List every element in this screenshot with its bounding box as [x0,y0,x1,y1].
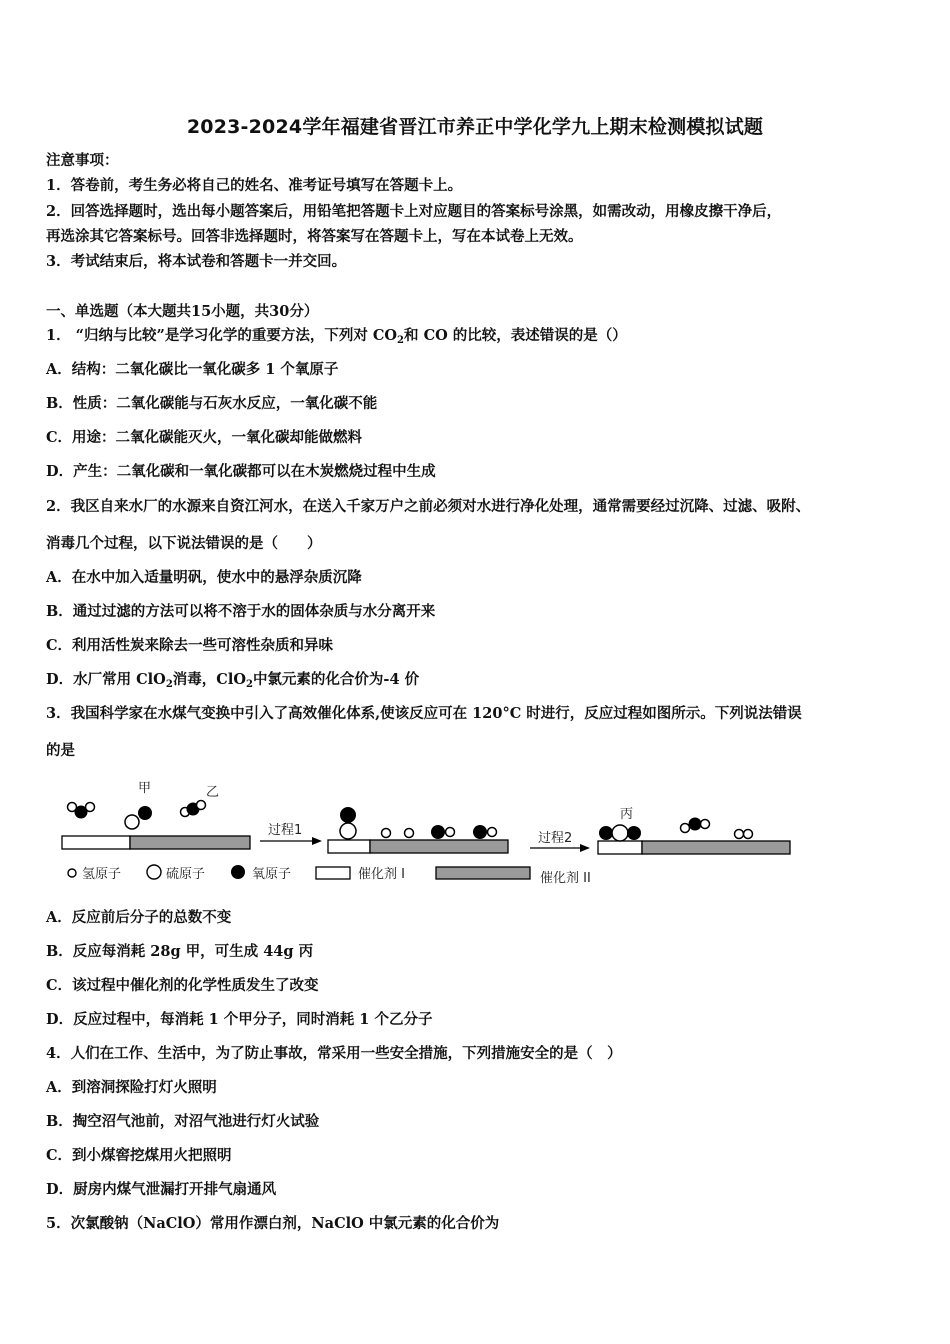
q1-option-b: B．性质：二氧化碳能与石灰水反应，一氧化碳不能 [46,395,378,412]
hydrogen-atom [446,828,455,837]
q1-option-c: C．用途：二氧化碳能灭火，一氧化碳却能做燃料 [46,429,363,446]
label-jia: 甲 [138,781,152,796]
question-3-stem: 3．我国科学家在水煤气变换中引入了高效催化体系,使该反应可在 120°C 时进行，反应过程如图所示。下列说法错误 [46,705,802,722]
option-part: 消毒，ClO [172,671,246,688]
molecule-h2o [681,818,710,833]
legend-sulfur-symbol [147,865,161,879]
notice-item: 1．答卷前，考生务必将自己的姓名、准考证号填写在答题卡上。 [46,177,463,194]
subscript: 2 [397,335,405,346]
stem-part: 和 CO 的比较，表述错误的是（） [404,327,627,344]
q2-option-b: B．通过过滤的方法可以将不溶于水的固体杂质与水分离开来 [46,603,436,620]
section-heading: 一、单选题（本大题共15小题，共30分） [46,303,319,320]
q3-option-c: C．该过程中催化剂的化学性质发生了改变 [46,977,319,994]
subscript: 2 [245,679,253,690]
legend-catalyst-2-symbol [436,867,530,879]
q2-option-a: A．在水中加入适量明矾，使水中的悬浮杂质沉降 [46,569,362,586]
question-3-stem-cont: 的是 [46,742,75,759]
page-title: 2023-2024学年福建省晋江市养正中学化学九上期末检测模拟试题 [186,116,764,138]
question-2-stem: 2．我区自来水厂的水源来自资江河水，在送入千家万户之前必须对水进行净化处理，通常需要经过沉降、过滤、吸附、 [46,498,811,515]
q1-option-a: A．结构：二氧化碳比一氧化碳多 1 个氧原子 [46,361,339,378]
catalyst-1-block [598,841,642,854]
hydrogen-atom [488,828,497,837]
q4-option-b: B．掏空沼气池前，对沼气池进行灯火试验 [46,1113,320,1130]
q3-option-d: D．反应过程中，每消耗 1 个甲分子，同时消耗 1 个乙分子 [46,1011,433,1028]
reaction-diagram [60,778,800,890]
legend-sulfur-label: 硫原子 [166,867,206,882]
hydrogen-atom [405,829,414,838]
catalyst-2-block [642,841,790,854]
legend-catalyst-1-symbol [316,867,350,879]
oxygen-atom [473,825,487,839]
notice-heading: 注意事项： [46,152,119,169]
q4-option-c: C．到小煤窖挖煤用火把照明 [46,1147,232,1164]
oxygen-atom [431,825,445,839]
reaction-diagram-svg [60,778,800,890]
legend-hydrogen-label: 氢原子 [82,867,122,882]
label-process-2: 过程2 [538,831,573,846]
label-bing: 丙 [620,807,634,822]
molecule-co-jia [125,806,152,829]
q3-option-a: A．反应前后分子的总数不变 [46,909,232,926]
question-4-stem: 4．人们在工作、生活中，为了防止事故，常采用一些安全措施，下列措施安全的是（ ） [46,1045,622,1062]
option-part: D．水厂常用 ClO [46,671,166,688]
legend-oxygen-symbol [231,865,245,879]
notice-item: 再选涂其它答案标号。回答非选择题时，将答案写在答题卡上，写在本试卷上无效。 [46,228,583,245]
label-yi: 乙 [206,785,220,800]
question-2-stem-cont: 消毒几个过程，以下说法错误的是（ ） [46,535,322,552]
legend-hydrogen-symbol [68,869,76,877]
q2-option-d [46,670,419,695]
q4-option-a: A．到溶洞探险打灯火照明 [46,1079,217,1096]
notice-item: 3．考试结束后，将本试卷和答题卡一并交回。 [46,253,347,270]
option-part: 中氯元素的化合价为-4 价 [252,671,420,688]
q1-option-d: D．产生：二氧化碳和一氧化碳都可以在木炭燃烧过程中生成 [46,463,436,480]
legend-oxygen-label: 氧原子 [252,867,292,882]
sulfur-atom [340,823,356,839]
legend-catalyst-2-label: 催化剂 II [540,871,591,886]
q2-option-c: C．利用活性炭来除去一些可溶性杂质和异味 [46,637,334,654]
notice-item: 2．回答选择题时，选出每小题答案后，用铅笔把答题卡上对应题目的答案标号涂黑，如需改动，用橡皮擦干净后， [46,203,782,220]
catalyst-2-block [130,836,250,849]
subscript: 2 [165,679,173,690]
molecule-co2-bing [599,825,641,841]
question-5-stem: 5．次氯酸钠（NaClO）常用作漂白剂，NaClO 中氯元素的化合价为 [46,1215,500,1232]
legend-catalyst-1-label: 催化剂 I [358,867,405,882]
catalyst-1-block [62,836,130,849]
hydrogen-atom [382,829,391,838]
arrow-1-head [312,837,322,845]
question-1-stem [46,326,627,351]
catalyst-2-block [370,840,508,853]
molecule-h2o [68,803,95,819]
molecule-h2o-yi [181,801,206,817]
stem-part: 1． “归纳与比较”是学习化学的重要方法，下列对 CO [46,327,398,344]
catalyst-1-block [328,840,370,853]
oxygen-atom [340,807,356,823]
arrow-2-head [580,844,590,852]
q3-option-b: B．反应每消耗 28g 甲，可生成 44g 丙 [46,943,314,960]
label-process-1: 过程1 [268,823,303,838]
molecule-h2 [735,830,753,839]
q4-option-d: D．厨房内煤气泄漏打开排气扇通风 [46,1181,277,1198]
